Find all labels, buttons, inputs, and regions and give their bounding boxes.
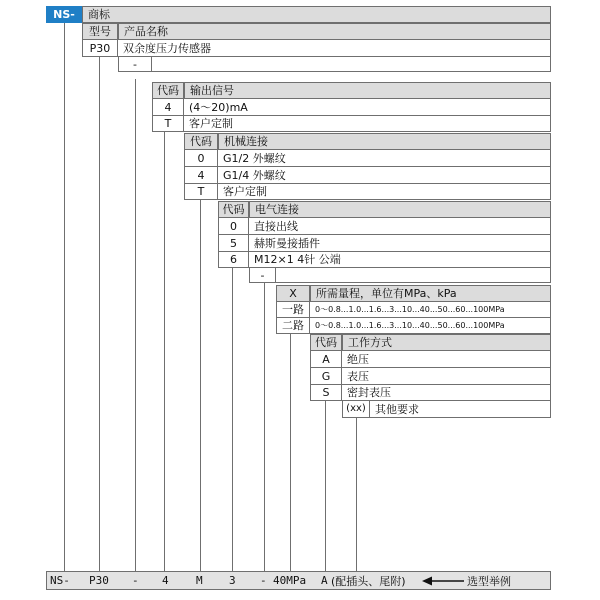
mechanical-label-g1-2: G1/2 外螺纹 bbox=[218, 150, 551, 167]
connector-line-work-mode bbox=[325, 401, 326, 572]
electrical-label-direct: 直接出线 bbox=[249, 218, 551, 235]
electrical-code-header: 代码 bbox=[218, 201, 249, 218]
output-code-4: 4 bbox=[152, 99, 184, 116]
example-part-work-mode: A bbox=[321, 574, 328, 587]
example-part-mechanical: M bbox=[196, 574, 203, 587]
electrical-label-hirschmann: 赫斯曼接插件 bbox=[249, 235, 551, 252]
separator-dash-1: - bbox=[118, 57, 152, 72]
example-label: 选型举例 bbox=[467, 574, 511, 588]
selection-example-bar bbox=[46, 571, 551, 590]
connector-line-output bbox=[164, 128, 165, 572]
example-part-dash-1: - bbox=[132, 574, 139, 587]
electrical-code-0: 0 bbox=[218, 218, 249, 235]
range-code-channel-1: 一路 bbox=[276, 302, 310, 318]
work-mode-label-absolute: 绝压 bbox=[342, 351, 551, 368]
work-mode-code-a: A bbox=[310, 351, 342, 368]
example-part-electrical: 3 bbox=[229, 574, 236, 587]
separator-dash-2-filler bbox=[276, 268, 551, 283]
mechanical-code-0: 0 bbox=[184, 150, 218, 167]
brand-prefix: NS- bbox=[46, 6, 82, 23]
electrical-code-5: 5 bbox=[218, 235, 249, 252]
example-part-accessories: (配插头、尾附) bbox=[331, 574, 406, 588]
output-code-t: T bbox=[152, 116, 184, 132]
output-label-4-20ma: (4～20)mA bbox=[184, 99, 551, 116]
arrow-left-icon bbox=[422, 576, 464, 586]
mechanical-label-g1-4: G1/4 外螺纹 bbox=[218, 167, 551, 184]
connector-line-model bbox=[99, 48, 100, 572]
work-mode-code-header: 代码 bbox=[310, 334, 342, 351]
range-label-channel-2: 0～0.8...1.0...1.6...3...10...40...50...60...100MPa bbox=[310, 318, 551, 334]
mechanical-code-t: T bbox=[184, 184, 218, 200]
example-part-model: P30 bbox=[89, 574, 109, 587]
electrical-header: 电气连接 bbox=[249, 201, 551, 218]
other-label: 其他要求 bbox=[370, 401, 551, 418]
connector-line-brand bbox=[64, 6, 65, 572]
mechanical-code-4: 4 bbox=[184, 167, 218, 184]
output-label-custom: 客户定制 bbox=[184, 116, 551, 132]
connector-line-range bbox=[290, 334, 291, 572]
example-part-brand: NS- bbox=[50, 574, 70, 587]
output-code-header: 代码 bbox=[152, 82, 184, 99]
connector-line-mechanical bbox=[200, 197, 201, 572]
model-code: P30 bbox=[82, 40, 118, 57]
mechanical-label-custom: 客户定制 bbox=[218, 184, 551, 200]
example-part-output: 4 bbox=[162, 574, 169, 587]
model-code-header: 型号 bbox=[82, 23, 118, 40]
connector-line-dash-2 bbox=[264, 282, 265, 572]
electrical-code-6: 6 bbox=[218, 252, 249, 268]
output-signal-header: 输出信号 bbox=[184, 82, 551, 99]
work-mode-label-sealed-gauge: 密封表压 bbox=[342, 385, 551, 401]
mechanical-header: 机械连接 bbox=[218, 133, 551, 150]
range-label-channel-1: 0～0.8...1.0...1.6...3...10...40...50...60...100MPa bbox=[310, 302, 551, 318]
work-mode-code-s: S bbox=[310, 385, 342, 401]
work-mode-code-g: G bbox=[310, 368, 342, 385]
work-mode-header: 工作方式 bbox=[342, 334, 551, 351]
connector-line-electrical bbox=[232, 265, 233, 572]
brand-header: 商标 bbox=[82, 6, 551, 23]
electrical-label-m12: M12×1 4针 公端 bbox=[249, 252, 551, 268]
connector-line-other bbox=[356, 418, 357, 572]
other-code: (xx) bbox=[342, 401, 370, 418]
example-part-range: 40MPa bbox=[273, 574, 307, 587]
separator-dash-2: - bbox=[249, 268, 276, 283]
mechanical-code-header: 代码 bbox=[184, 133, 218, 150]
example-part-dash-2: - bbox=[260, 574, 267, 587]
product-name: 双余度压力传感器 bbox=[118, 40, 551, 57]
range-code-header: X bbox=[276, 285, 310, 302]
work-mode-label-gauge: 表压 bbox=[342, 368, 551, 385]
separator-dash-1-filler bbox=[152, 57, 551, 72]
range-header: 所需量程，单位有MPa、kPa bbox=[310, 285, 551, 302]
range-code-channel-2: 二路 bbox=[276, 318, 310, 334]
connector-line-dash-1 bbox=[135, 79, 136, 572]
product-name-header: 产品名称 bbox=[118, 23, 551, 40]
